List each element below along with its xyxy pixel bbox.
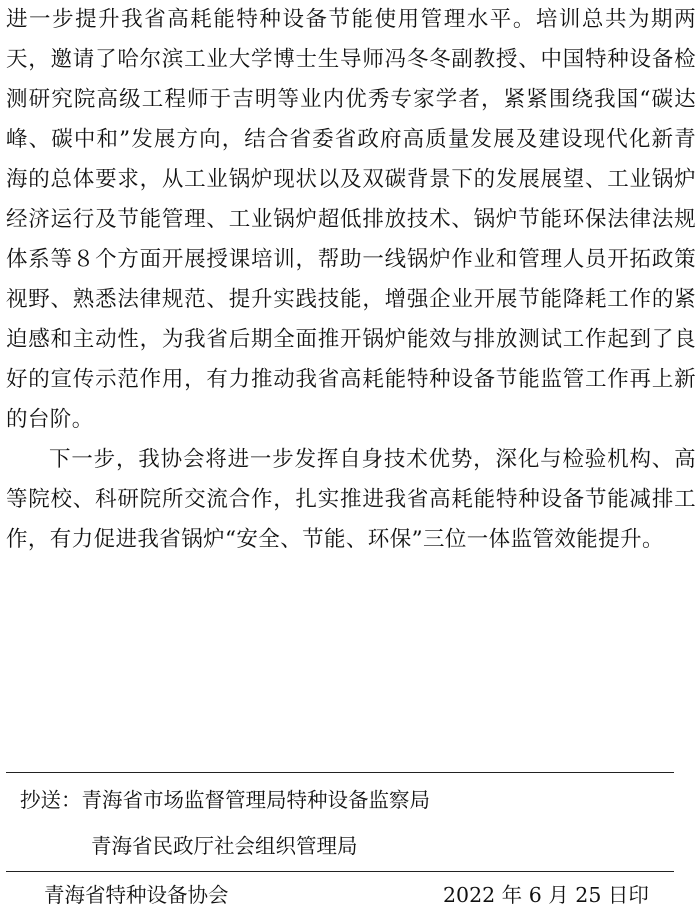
cc-line-1 (20, 785, 430, 815)
cc-top-rule (6, 772, 674, 773)
cc-recipient-1: 青海省市场监督管理局特种设备监察局 (81, 788, 430, 812)
cc-line-2 (91, 831, 358, 861)
body-paragraph-1: 进一步提升我省高耗能特种设备节能使用管理水平。培训总共为期两天，邀请了哈尔滨工业大学博士生导师冯冬冬副教授、中国特种设备检测研究院高级工程师于吉明等业内优秀专家学者，紧紧围绕我国“碳达峰、碳中和”发展方向，结合省委省政府高质量发展及建设现代化新青海的总体要求，从工业锅炉现状以及双碳背景下的发展展望、工业锅炉经济运行及节能管理、工业锅炉超低排放技术、锅炉节能环保法律法规体系等８个方面开展授课培训，帮助一线锅炉作业和管理人员开拓政策视野、熟悉法律规范、提升实践技能，增强企业开展节能降耗工作的紧迫感和主动性，为我省后期全面推开锅炉能效与排放测试工作起到了良好的宣传示范作用，有力推动我省高耗能特种设备节能监管工作再上新的台阶。 (6, 7, 696, 432)
cc-label: 抄送： (20, 788, 82, 812)
body-paragraph-2: 下一步，我协会将进一步发挥自身技术优势，深化与检验机构、高等院校、科研院所交流合作，扎实推进我省高耗能特种设备节能减排工作，有力促进我省锅炉“安全、节能、环保”三位一体监管效能提升。 (6, 447, 696, 552)
footer-top-rule (6, 871, 674, 872)
print-date: 2022 年 6 月 25 日印 (443, 883, 649, 907)
document-body (6, 0, 696, 560)
cc-recipient-2: 青海省民政厅社会组织管理局 (91, 834, 358, 858)
issuer-name: 青海省特种设备协会 (44, 883, 229, 907)
